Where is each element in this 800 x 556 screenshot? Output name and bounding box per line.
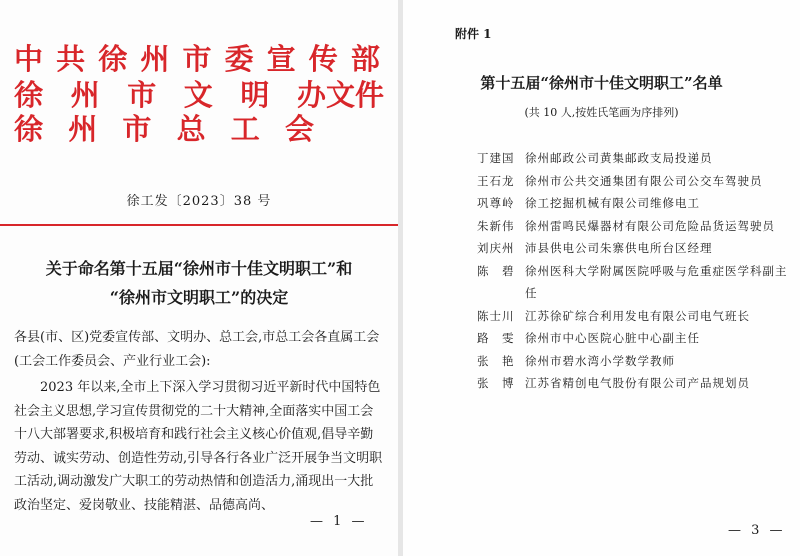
header-char: 会	[284, 112, 314, 146]
honoree-name: 刘庆州	[477, 241, 515, 255]
document-number: 徐工发〔2023〕38 号	[126, 194, 272, 209]
honoree-position: 徐州市碧水湾小学数学教师	[525, 353, 675, 368]
header-char: 州	[70, 78, 100, 112]
list-subtitle: (共 10 人,按姓氏笔画为序排列)	[524, 106, 679, 119]
salutation: 各县(市、区)党委宣传部、文明办、总工会,市总工会各直属工会(工会工作委员会、产业行业工会):	[14, 330, 380, 369]
list-item	[477, 170, 797, 193]
list-item	[477, 237, 797, 260]
header-char: 中	[14, 42, 48, 76]
honoree-position: 徐州医科大学附属医院呼吸与危重症医学科副主任	[525, 263, 788, 300]
honoree-name: 巩尊岭	[477, 196, 515, 210]
header-char: 委	[224, 42, 258, 76]
honoree-position: 沛县供电公司朱寨供电所台区经理	[525, 241, 713, 255]
header-char: 总	[176, 112, 206, 146]
list-item	[477, 350, 797, 373]
list-item	[477, 327, 797, 350]
honoree-position: 徐州市中心医院心脏中心副主任	[525, 331, 700, 345]
honoree-list	[477, 147, 797, 395]
honoree-position: 徐州雷鸣民爆器材有限公司危险品货运驾驶员	[525, 218, 775, 233]
red-divider-line	[0, 224, 398, 226]
body-paragraph: 2023 年以来,全市上下深入学习贯彻习近平新时代中国特色社会主义思想,学习宣传贯彻党的二十大精神,全面落实中国工会十八大部署要求,积极培育和践行社会主义核心价值观,倡导辛勤劳动、诚实劳动、创造性劳动,引导各行各业广泛开展争当文明职工活动,调动激发广大职工的劳动热情和创造活力,涌现出一大批政治坚定、爱岗敬业、技能精湛、品德高尚、	[14, 380, 383, 513]
honoree-name: 陈士川	[477, 308, 515, 323]
header-char: 徐	[14, 78, 44, 112]
list-item	[477, 215, 797, 238]
decision-title-line-2: “徐州市文明职工”的决定	[109, 288, 289, 307]
header-line-2	[14, 80, 384, 110]
honoree-name: 张 博	[477, 376, 515, 390]
header-char: 市	[122, 112, 152, 146]
list-title: 第十五届“徐州市十佳文明职工”名单	[480, 74, 723, 92]
header-char: 徐	[98, 42, 132, 76]
header-line-1-chars	[14, 44, 384, 74]
list-item	[477, 192, 797, 215]
honoree-position: 徐州邮政公司黄集邮政支局投递员	[525, 151, 713, 165]
page-number-left: — 1 —	[310, 514, 368, 529]
header-char: 宣	[266, 42, 300, 76]
honoree-name: 丁建国	[477, 151, 515, 165]
header-char: 州	[140, 42, 174, 76]
honoree-name: 张 艳	[477, 353, 515, 368]
header-char: 徐	[14, 112, 44, 146]
honoree-position: 徐工挖掘机械有限公司维修电工	[525, 196, 700, 210]
list-item	[477, 147, 797, 170]
honoree-name: 朱新伟	[477, 218, 515, 233]
decision-title-line-1: 关于命名第十五届“徐州市十佳文明职工”和	[45, 259, 353, 278]
honoree-name: 王石龙	[477, 173, 515, 188]
header-line-2-chars	[14, 80, 384, 110]
header-char: 明	[240, 78, 270, 112]
left-page	[0, 0, 398, 556]
header-char: 文	[183, 78, 213, 112]
header-char: 州	[68, 112, 98, 146]
header-char: 传	[308, 42, 342, 76]
header-char: 工	[230, 112, 260, 146]
header-char: 部	[350, 42, 384, 76]
list-item	[477, 372, 797, 395]
page-number-right: — 3 —	[728, 523, 786, 538]
header-char: 办文件	[296, 78, 384, 112]
honoree-name: 陈 碧	[477, 263, 515, 278]
list-item	[477, 260, 797, 305]
list-item	[477, 305, 797, 328]
header-char: 市	[127, 78, 157, 112]
honoree-name: 路 雯	[477, 331, 515, 345]
honoree-position: 江苏省精创电气股份有限公司产品规划员	[525, 376, 750, 390]
header-line-3-chars	[14, 114, 314, 144]
header-line-3	[14, 114, 314, 144]
honoree-position: 徐州市公共交通集团有限公司公交车驾驶员	[525, 173, 763, 188]
header-char: 共	[56, 42, 90, 76]
right-page	[403, 0, 800, 556]
header-char: 市	[182, 42, 216, 76]
honoree-position: 江苏徐矿综合利用发电有限公司电气班长	[525, 308, 750, 323]
header-line-1	[14, 44, 384, 74]
attachment-label: 附件 1	[455, 27, 492, 41]
